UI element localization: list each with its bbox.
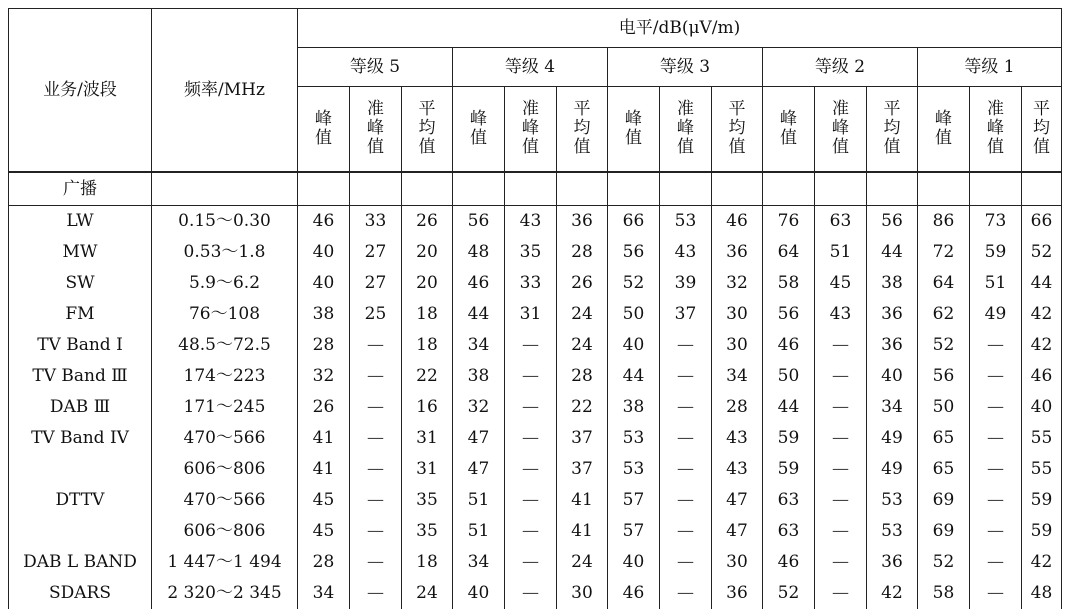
level-value-cell: 34: [712, 361, 763, 392]
empty-cell: [970, 172, 1022, 206]
level-value-cell: 34: [453, 547, 505, 578]
level-value-cell: 40: [867, 361, 918, 392]
level-value-cell: 38: [298, 299, 350, 330]
detector-type-label: 平 均 值: [728, 99, 746, 158]
empty-cell: [453, 172, 505, 206]
level-value-cell: 26: [557, 268, 608, 299]
level-value-cell: 34: [298, 578, 350, 609]
level-value-cell: 37: [557, 423, 608, 454]
level-value-cell: 44: [1022, 268, 1062, 299]
level-value-cell: —: [505, 547, 557, 578]
level-value-cell: 41: [557, 516, 608, 547]
header-detector-type: [350, 87, 402, 173]
detector-type-label: 峰 值: [625, 108, 642, 148]
level-value-cell: 22: [557, 392, 608, 423]
level-value-cell: —: [350, 330, 402, 361]
level-value-cell: 20: [402, 268, 453, 299]
level-value-cell: 34: [453, 330, 505, 361]
level-value-cell: 72: [918, 237, 970, 268]
level-value-cell: —: [505, 454, 557, 485]
level-value-cell: 46: [608, 578, 660, 609]
level-value-cell: 40: [1022, 392, 1062, 423]
level-value-cell: 49: [867, 423, 918, 454]
level-value-cell: 44: [763, 392, 815, 423]
service-cell: FM: [9, 299, 152, 330]
detector-type-label: 峰 值: [470, 108, 487, 148]
level-value-cell: —: [660, 578, 712, 609]
empty-cell: [815, 172, 867, 206]
level-value-cell: 76: [763, 206, 815, 238]
level-value-cell: 42: [867, 578, 918, 609]
header-detector-type: [918, 87, 970, 173]
level-value-cell: —: [660, 454, 712, 485]
level-value-cell: 33: [350, 206, 402, 238]
level-value-cell: —: [505, 330, 557, 361]
level-value-cell: —: [660, 516, 712, 547]
empty-cell: [1022, 172, 1062, 206]
level-value-cell: 24: [557, 330, 608, 361]
level-value-cell: 40: [298, 237, 350, 268]
level-value-cell: 18: [402, 299, 453, 330]
level-value-cell: 25: [350, 299, 402, 330]
header-detector-type: [453, 87, 505, 173]
level-value-cell: —: [350, 485, 402, 516]
header-service-band: 业务/波段: [9, 9, 152, 173]
level-value-cell: 47: [712, 485, 763, 516]
level-value-cell: 40: [608, 547, 660, 578]
level-value-cell: 16: [402, 392, 453, 423]
level-value-cell: 69: [918, 516, 970, 547]
level-value-cell: 59: [1022, 516, 1062, 547]
level-value-cell: —: [660, 392, 712, 423]
level-value-cell: 20: [402, 237, 453, 268]
header-detector-type: [505, 87, 557, 173]
level-value-cell: 45: [298, 516, 350, 547]
level-value-cell: 56: [867, 206, 918, 238]
header-detector-type: [815, 87, 867, 173]
level-value-cell: —: [505, 578, 557, 609]
empty-cell: [763, 172, 815, 206]
frequency-cell: 470～566: [152, 485, 298, 516]
frequency-cell: 470～566: [152, 423, 298, 454]
detector-type-label: 准 峰 值: [987, 99, 1004, 158]
level-value-cell: 31: [402, 454, 453, 485]
level-value-cell: 56: [608, 237, 660, 268]
level-value-cell: 26: [402, 206, 453, 238]
frequency-cell: 0.53～1.8: [152, 237, 298, 268]
header-detector-type: [970, 87, 1022, 173]
detector-type-label: 平 均 值: [1033, 99, 1050, 158]
table-row: [9, 454, 1062, 485]
level-value-cell: 31: [505, 299, 557, 330]
level-value-cell: 51: [970, 268, 1022, 299]
header-grade: 等级 5: [298, 48, 453, 87]
table-row: [9, 206, 1062, 238]
empty-cell: [505, 172, 557, 206]
table-row: [9, 578, 1062, 609]
level-value-cell: 30: [712, 547, 763, 578]
level-value-cell: 52: [763, 578, 815, 609]
level-value-cell: —: [660, 547, 712, 578]
level-value-cell: 45: [815, 268, 867, 299]
level-value-cell: 41: [557, 485, 608, 516]
level-value-cell: —: [350, 578, 402, 609]
service-cell: TV Band Ⅲ: [9, 361, 152, 392]
level-value-cell: 30: [712, 299, 763, 330]
level-value-cell: 36: [712, 237, 763, 268]
level-value-cell: 45: [298, 485, 350, 516]
level-value-cell: 50: [608, 299, 660, 330]
level-value-cell: 63: [815, 206, 867, 238]
level-value-cell: 30: [712, 330, 763, 361]
table-row: [9, 392, 1062, 423]
level-value-cell: 52: [608, 268, 660, 299]
level-value-cell: —: [970, 361, 1022, 392]
level-value-cell: 46: [298, 206, 350, 238]
level-value-cell: 62: [918, 299, 970, 330]
level-value-cell: 69: [918, 485, 970, 516]
header-detector-type: [1022, 87, 1062, 173]
level-value-cell: 50: [763, 361, 815, 392]
level-value-cell: 58: [918, 578, 970, 609]
table-row: [9, 361, 1062, 392]
level-value-cell: —: [815, 454, 867, 485]
level-value-cell: 49: [867, 454, 918, 485]
level-value-cell: 48: [453, 237, 505, 268]
level-value-cell: 46: [712, 206, 763, 238]
level-value-cell: —: [505, 392, 557, 423]
detector-type-label: 平 均 值: [883, 99, 901, 158]
table-row: [9, 330, 1062, 361]
table-row: [9, 237, 1062, 268]
empty-cell: [557, 172, 608, 206]
frequency-cell: 171～245: [152, 392, 298, 423]
service-cell: [9, 516, 152, 547]
level-value-cell: 33: [505, 268, 557, 299]
level-value-cell: 40: [453, 578, 505, 609]
header-detector-type: [298, 87, 350, 173]
service-cell: SW: [9, 268, 152, 299]
empty-cell: [350, 172, 402, 206]
level-value-cell: 36: [867, 299, 918, 330]
level-value-cell: 42: [1022, 299, 1062, 330]
level-value-cell: 64: [918, 268, 970, 299]
level-value-cell: —: [970, 330, 1022, 361]
level-value-cell: —: [970, 392, 1022, 423]
empty-cell: [712, 172, 763, 206]
service-cell: DTTV: [9, 485, 152, 516]
level-value-cell: 47: [712, 516, 763, 547]
frequency-cell: 2 320～2 345: [152, 578, 298, 609]
level-value-cell: 46: [1022, 361, 1062, 392]
level-value-cell: 50: [918, 392, 970, 423]
header-grade: 等级 4: [453, 48, 608, 87]
level-value-cell: 56: [763, 299, 815, 330]
level-value-cell: 24: [557, 547, 608, 578]
level-value-cell: 46: [763, 547, 815, 578]
level-value-cell: 44: [453, 299, 505, 330]
level-value-cell: 40: [608, 330, 660, 361]
level-value-cell: 59: [763, 423, 815, 454]
level-value-cell: —: [660, 361, 712, 392]
level-value-cell: 53: [660, 206, 712, 238]
detector-type-label: 准 峰 值: [832, 99, 849, 158]
level-value-cell: 31: [402, 423, 453, 454]
level-value-cell: —: [660, 485, 712, 516]
detector-type-label: 准 峰 值: [677, 99, 694, 158]
level-value-cell: 64: [763, 237, 815, 268]
frequency-cell: 48.5～72.5: [152, 330, 298, 361]
frequency-cell: 1 447～1 494: [152, 547, 298, 578]
header-level-unit: 电平/dB(μV/m): [298, 9, 1062, 48]
level-value-cell: —: [350, 516, 402, 547]
level-value-cell: —: [815, 423, 867, 454]
frequency-cell: 606～806: [152, 454, 298, 485]
level-value-cell: 36: [867, 547, 918, 578]
level-value-cell: 28: [557, 361, 608, 392]
level-value-cell: 51: [453, 485, 505, 516]
level-value-cell: 65: [918, 454, 970, 485]
service-cell: TV Band IV: [9, 423, 152, 454]
detector-type-label: 准 峰 值: [522, 99, 539, 158]
level-value-cell: —: [505, 485, 557, 516]
level-value-cell: 46: [453, 268, 505, 299]
table-row: [9, 423, 1062, 454]
level-value-cell: 28: [557, 237, 608, 268]
level-value-cell: 63: [763, 516, 815, 547]
level-value-cell: 28: [298, 330, 350, 361]
empty-cell: [608, 172, 660, 206]
service-cell: DAB L BAND: [9, 547, 152, 578]
level-value-cell: 36: [557, 206, 608, 238]
level-value-cell: 32: [453, 392, 505, 423]
level-value-cell: 43: [660, 237, 712, 268]
header-detector-type: [557, 87, 608, 173]
level-value-cell: 55: [1022, 454, 1062, 485]
level-value-cell: —: [505, 423, 557, 454]
level-value-cell: —: [350, 423, 402, 454]
level-value-cell: 86: [918, 206, 970, 238]
table-row: [9, 485, 1062, 516]
service-cell: SDARS: [9, 578, 152, 609]
header-grade: 等级 3: [608, 48, 763, 87]
level-value-cell: 37: [557, 454, 608, 485]
level-value-cell: —: [815, 330, 867, 361]
level-value-cell: —: [970, 547, 1022, 578]
empty-cell: [867, 172, 918, 206]
level-value-cell: —: [350, 361, 402, 392]
level-value-cell: 53: [608, 423, 660, 454]
table-row: [9, 299, 1062, 330]
level-value-cell: 59: [970, 237, 1022, 268]
level-value-cell: 39: [660, 268, 712, 299]
level-value-cell: 24: [402, 578, 453, 609]
level-value-cell: 56: [918, 361, 970, 392]
table-row: [9, 268, 1062, 299]
detector-type-label: 峰 值: [780, 108, 797, 148]
level-value-cell: —: [970, 423, 1022, 454]
header-detector-type: [867, 87, 918, 173]
level-value-cell: 42: [1022, 330, 1062, 361]
level-value-cell: 58: [763, 268, 815, 299]
level-value-cell: 28: [298, 547, 350, 578]
level-value-cell: 53: [608, 454, 660, 485]
service-cell: DAB Ⅲ: [9, 392, 152, 423]
limits-table: [8, 8, 1062, 609]
level-value-cell: 49: [970, 299, 1022, 330]
level-value-cell: —: [815, 485, 867, 516]
level-value-cell: 55: [1022, 423, 1062, 454]
level-value-cell: 51: [815, 237, 867, 268]
frequency-cell: 174～223: [152, 361, 298, 392]
level-value-cell: 44: [608, 361, 660, 392]
frequency-cell: 0.15～0.30: [152, 206, 298, 238]
level-value-cell: 47: [453, 423, 505, 454]
level-value-cell: 63: [763, 485, 815, 516]
level-value-cell: 51: [453, 516, 505, 547]
level-value-cell: 66: [1022, 206, 1062, 238]
table-row: [9, 547, 1062, 578]
header-grade: 等级 2: [763, 48, 918, 87]
level-value-cell: 52: [918, 330, 970, 361]
detector-type-label: 峰 值: [935, 108, 952, 148]
level-value-cell: —: [660, 330, 712, 361]
level-value-cell: 26: [298, 392, 350, 423]
empty-cell: [152, 172, 298, 206]
level-value-cell: 35: [402, 485, 453, 516]
level-value-cell: 66: [608, 206, 660, 238]
detector-type-label: 平 均 值: [573, 99, 591, 158]
level-value-cell: 28: [712, 392, 763, 423]
level-value-cell: —: [505, 516, 557, 547]
level-value-cell: 43: [712, 423, 763, 454]
level-value-cell: 38: [867, 268, 918, 299]
level-value-cell: 18: [402, 547, 453, 578]
header-detector-type: [763, 87, 815, 173]
frequency-cell: 76～108: [152, 299, 298, 330]
level-value-cell: 59: [763, 454, 815, 485]
level-value-cell: —: [815, 361, 867, 392]
level-value-cell: —: [350, 547, 402, 578]
level-value-cell: —: [350, 392, 402, 423]
level-value-cell: 47: [453, 454, 505, 485]
level-value-cell: 24: [557, 299, 608, 330]
level-value-cell: —: [815, 392, 867, 423]
level-value-cell: 73: [970, 206, 1022, 238]
level-value-cell: 52: [918, 547, 970, 578]
level-value-cell: 57: [608, 485, 660, 516]
level-value-cell: 53: [867, 516, 918, 547]
level-value-cell: —: [970, 485, 1022, 516]
level-value-cell: 32: [712, 268, 763, 299]
level-value-cell: 44: [867, 237, 918, 268]
level-value-cell: —: [815, 516, 867, 547]
service-cell: TV Band Ⅰ: [9, 330, 152, 361]
category-label: 广播: [9, 172, 152, 206]
level-value-cell: 53: [867, 485, 918, 516]
level-value-cell: 34: [867, 392, 918, 423]
header-detector-type: [712, 87, 763, 173]
level-value-cell: 38: [453, 361, 505, 392]
detector-type-label: 峰 值: [315, 108, 332, 148]
level-value-cell: 40: [298, 268, 350, 299]
empty-cell: [298, 172, 350, 206]
empty-cell: [402, 172, 453, 206]
level-value-cell: 43: [815, 299, 867, 330]
level-value-cell: 43: [712, 454, 763, 485]
level-value-cell: —: [505, 361, 557, 392]
level-value-cell: 52: [1022, 237, 1062, 268]
level-value-cell: —: [970, 516, 1022, 547]
level-value-cell: 41: [298, 423, 350, 454]
level-value-cell: 35: [402, 516, 453, 547]
detector-type-label: 准 峰 值: [367, 99, 384, 158]
level-value-cell: 42: [1022, 547, 1062, 578]
level-value-cell: 41: [298, 454, 350, 485]
level-value-cell: 27: [350, 268, 402, 299]
level-value-cell: 56: [453, 206, 505, 238]
service-cell: [9, 454, 152, 485]
level-value-cell: 57: [608, 516, 660, 547]
level-value-cell: 65: [918, 423, 970, 454]
header-detector-type: [660, 87, 712, 173]
level-value-cell: 38: [608, 392, 660, 423]
level-value-cell: 36: [867, 330, 918, 361]
level-value-cell: 18: [402, 330, 453, 361]
level-value-cell: —: [815, 547, 867, 578]
level-value-cell: 48: [1022, 578, 1062, 609]
level-value-cell: 37: [660, 299, 712, 330]
level-value-cell: —: [815, 578, 867, 609]
level-value-cell: 36: [712, 578, 763, 609]
level-value-cell: —: [970, 454, 1022, 485]
detector-type-label: 平 均 值: [418, 99, 436, 158]
service-cell: LW: [9, 206, 152, 238]
level-value-cell: 30: [557, 578, 608, 609]
level-value-cell: 59: [1022, 485, 1062, 516]
empty-cell: [918, 172, 970, 206]
level-value-cell: 35: [505, 237, 557, 268]
header-detector-type: [608, 87, 660, 173]
table-row: [9, 516, 1062, 547]
header-grade: 等级 1: [918, 48, 1062, 87]
frequency-cell: 5.9～6.2: [152, 268, 298, 299]
frequency-cell: 606～806: [152, 516, 298, 547]
level-value-cell: —: [350, 454, 402, 485]
level-value-cell: —: [970, 578, 1022, 609]
level-value-cell: 43: [505, 206, 557, 238]
level-value-cell: 32: [298, 361, 350, 392]
level-value-cell: 46: [763, 330, 815, 361]
empty-cell: [660, 172, 712, 206]
level-value-cell: —: [660, 423, 712, 454]
service-cell: MW: [9, 237, 152, 268]
header-detector-type: [402, 87, 453, 173]
header-frequency: 频率/MHz: [152, 9, 298, 173]
level-value-cell: 22: [402, 361, 453, 392]
level-value-cell: 27: [350, 237, 402, 268]
